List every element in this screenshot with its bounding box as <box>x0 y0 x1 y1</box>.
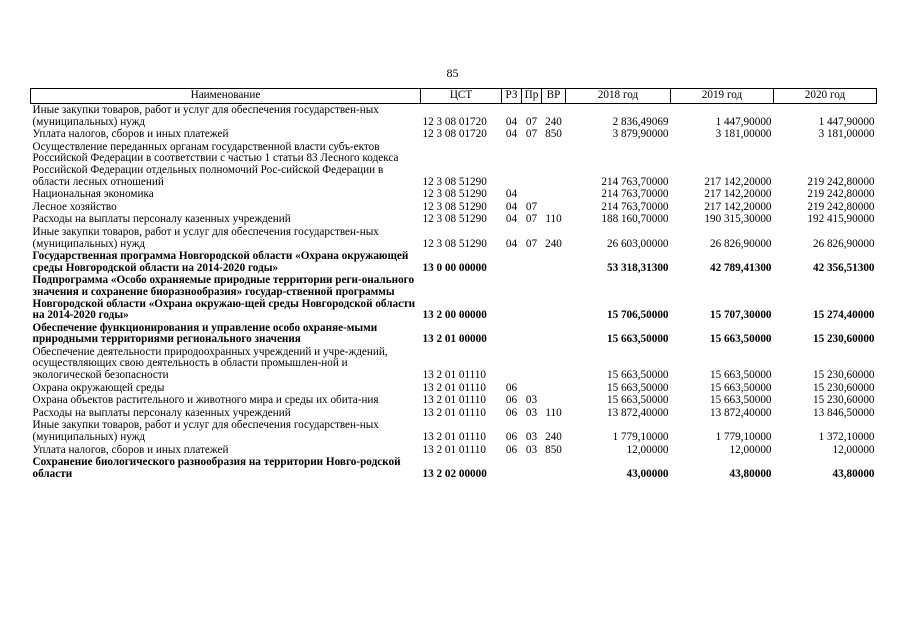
cell-2019: 12,00000 <box>729 443 772 456</box>
cell-rz: 04 <box>505 188 518 201</box>
cell-pr: 03 <box>525 394 538 407</box>
cell-pr <box>522 346 542 382</box>
cell-2020: 192 415,90000 <box>807 213 875 226</box>
cell-2019: 1 779,10000 <box>715 431 772 444</box>
cell-vr: 240 <box>545 237 562 250</box>
cell-cst: 13 2 00 00000 <box>422 309 487 322</box>
cell-pr: 03 <box>525 406 538 419</box>
cell-2018: 15 663,50000 <box>606 369 669 382</box>
cell-vr <box>542 394 566 407</box>
cell-vr: 110 <box>545 406 562 419</box>
cell-cst: 12 3 08 01720 <box>422 128 487 141</box>
table-row <box>31 226 877 250</box>
table-row <box>31 407 877 420</box>
cell-2020: 1 447,90000 <box>818 115 875 128</box>
cell-rz <box>502 456 522 480</box>
cell-2020: 219 242,80000 <box>807 188 875 201</box>
cell-2019: 15 663,50000 <box>709 381 772 394</box>
cell-pr: 07 <box>525 200 538 213</box>
cell-2018: 15 663,50000 <box>606 394 669 407</box>
cell-vr <box>542 201 566 214</box>
header-2020: 2020 год <box>774 89 877 104</box>
cell-vr <box>542 382 566 395</box>
cell-2020: 1 372,10000 <box>818 431 875 444</box>
header-2018: 2018 год <box>566 89 671 104</box>
cell-pr <box>522 456 542 480</box>
cell-cst: 13 2 01 01110 <box>422 369 486 382</box>
cell-name: Расходы на выплаты персоналу казенных учреждений <box>32 213 291 226</box>
table-row <box>31 394 877 407</box>
cell-vr <box>542 188 566 201</box>
cell-pr: 07 <box>525 115 538 128</box>
cell-name: Охрана окружающей среды <box>32 381 165 394</box>
cell-2018: 53 318,31300 <box>606 261 669 274</box>
cell-2019: 15 663,50000 <box>709 369 772 382</box>
cell-cst: 12 3 08 51290 <box>422 188 487 201</box>
header-cst: ЦСТ <box>421 89 502 104</box>
cell-vr <box>542 346 566 382</box>
cell-name: Уплата налогов, сборов и иных платежей <box>32 128 229 141</box>
cell-2020: 219 242,80000 <box>807 175 875 188</box>
cell-rz: 06 <box>505 431 518 444</box>
table-row <box>31 444 877 457</box>
cell-cst: 13 0 00 00000 <box>422 261 487 274</box>
cell-rz: 06 <box>505 406 518 419</box>
cell-2019: 1 447,90000 <box>715 115 772 128</box>
cell-cst: 13 2 01 01110 <box>422 381 486 394</box>
table-row <box>31 322 877 346</box>
cell-vr <box>542 322 566 346</box>
cell-vr: 850 <box>545 443 562 456</box>
cell-2019: 26 826,90000 <box>709 237 772 250</box>
cell-2019: 217 142,20000 <box>704 175 772 188</box>
cell-vr <box>542 456 566 480</box>
cell-2018: 214 763,70000 <box>601 200 669 213</box>
cell-cst: 12 3 08 51290 <box>422 175 487 188</box>
cell-2020: 12,00000 <box>832 443 875 456</box>
cell-rz: 04 <box>505 128 518 141</box>
cell-2019: 13 872,40000 <box>709 406 772 419</box>
header-pr: Пр <box>522 89 542 104</box>
cell-cst: 12 3 08 01720 <box>422 115 487 128</box>
table-row <box>31 346 877 382</box>
cell-cst: 13 2 02 00000 <box>422 467 487 480</box>
cell-rz: 06 <box>505 443 518 456</box>
cell-cst: 12 3 08 51290 <box>422 237 487 250</box>
cell-vr <box>542 274 566 321</box>
cell-rz <box>502 141 522 188</box>
cell-pr: 03 <box>525 443 538 456</box>
table-row <box>31 188 877 201</box>
cell-2019: 15 663,50000 <box>709 333 772 346</box>
cell-2020: 219 242,80000 <box>807 200 875 213</box>
cell-rz: 04 <box>505 115 518 128</box>
cell-2018: 214 763,70000 <box>601 188 669 201</box>
table-row <box>31 456 877 480</box>
cell-2019: 217 142,20000 <box>704 200 772 213</box>
cell-vr <box>542 250 566 274</box>
table-row <box>31 104 877 129</box>
cell-name: Обеспечение функционирования и управление особо охраняе-мыми природными территориями регионального значения <box>32 321 378 346</box>
budget-table <box>30 88 877 480</box>
table-row <box>31 419 877 443</box>
cell-2018: 13 872,40000 <box>606 406 669 419</box>
cell-2019: 15 663,50000 <box>709 394 772 407</box>
cell-name: Иные закупки товаров, работ и услуг для обеспечения государствен-ных (муниципальных) нужд <box>32 104 379 128</box>
cell-pr <box>522 250 542 274</box>
page-number: 85 <box>446 66 459 80</box>
table-row <box>31 201 877 214</box>
cell-name: Охрана объектов растительного и животного мира и среды их обита-ния <box>32 394 379 407</box>
cell-cst: 13 2 01 00000 <box>422 333 487 346</box>
cell-2018: 3 879,90000 <box>612 128 669 141</box>
cell-pr: 03 <box>525 431 538 444</box>
cell-2020: 3 181,00000 <box>818 128 875 141</box>
cell-pr <box>522 382 542 395</box>
cell-2020: 15 230,60000 <box>812 369 875 382</box>
cell-rz: 04 <box>505 213 518 226</box>
header-2019: 2019 год <box>671 89 774 104</box>
cell-2019: 43,80000 <box>729 467 772 480</box>
cell-2019: 15 707,30000 <box>709 309 772 322</box>
cell-rz: 04 <box>505 237 518 250</box>
cell-name: Лесное хозяйство <box>32 200 117 213</box>
cell-pr <box>522 322 542 346</box>
cell-2018: 188 160,70000 <box>601 213 669 226</box>
cell-2020: 13 846,50000 <box>812 406 875 419</box>
cell-pr <box>522 274 542 321</box>
cell-2018: 214 763,70000 <box>601 175 669 188</box>
cell-rz: 06 <box>505 381 518 394</box>
cell-pr: 07 <box>525 213 538 226</box>
cell-2019: 190 315,30000 <box>704 213 772 226</box>
cell-rz <box>502 322 522 346</box>
cell-cst: 13 2 01 01110 <box>422 394 486 407</box>
cell-2020: 15 230,60000 <box>812 394 875 407</box>
cell-rz <box>502 274 522 321</box>
header-vr: ВР <box>542 89 566 104</box>
cell-cst: 12 3 08 51290 <box>422 200 487 213</box>
cell-rz <box>502 250 522 274</box>
cell-cst: 13 2 01 01110 <box>422 443 486 456</box>
cell-name: Сохранение биологического разнообразия на территории Новго-родской области <box>32 456 401 480</box>
cell-2020: 26 826,90000 <box>812 237 875 250</box>
cell-rz <box>502 346 522 382</box>
table-row <box>31 141 877 188</box>
cell-2019: 3 181,00000 <box>715 128 772 141</box>
cell-2018: 15 706,50000 <box>606 309 669 322</box>
cell-2018: 26 603,00000 <box>606 237 669 250</box>
cell-cst: 13 2 01 01110 <box>422 406 486 419</box>
cell-2018: 15 663,50000 <box>606 333 669 346</box>
cell-name: Государственная программа Новгородской области «Охрана окружающей среды Новгородской области на 2014-2020 годы» <box>32 250 409 274</box>
cell-vr: 850 <box>545 128 562 141</box>
cell-name: Уплата налогов, сборов и иных платежей <box>32 443 229 456</box>
cell-2020: 15 230,60000 <box>812 333 875 346</box>
cell-name: Подпрограмма «Особо охраняемые природные территории реги-онального значения и сохранение биоразнообразия» государ-ственной программы Новгородской области «Охрана окружаю-щей среды Новгородской области на 2014-2020 годы» <box>32 274 416 322</box>
cell-2020: 15 274,40000 <box>812 309 875 322</box>
cell-2018: 1 779,10000 <box>612 431 669 444</box>
cell-2020: 43,80000 <box>832 467 875 480</box>
table-row <box>31 250 877 274</box>
cell-2020: 15 230,60000 <box>812 381 875 394</box>
cell-name: Иные закупки товаров, работ и услуг для обеспечения государствен-ных (муниципальных) нужд <box>32 419 379 444</box>
cell-2018: 43,00000 <box>626 467 669 480</box>
cell-2020: 42 356,51300 <box>812 261 875 274</box>
cell-name: Национальная экономика <box>32 188 154 201</box>
cell-2018: 2 836,49069 <box>612 115 669 128</box>
cell-vr: 110 <box>545 213 562 226</box>
cell-vr <box>542 141 566 188</box>
table-header-row <box>31 89 877 104</box>
table-row <box>31 382 877 395</box>
header-name: Наименование <box>31 89 421 104</box>
header-rz: РЗ <box>502 89 522 104</box>
cell-2019: 42 789,41300 <box>709 261 772 274</box>
cell-pr: 07 <box>525 237 538 250</box>
cell-cst: 13 2 01 01110 <box>422 431 486 444</box>
cell-name: Осуществление переданных органам государственной власти субъ-ектов Российской Федерации в соответствии с частью 1 статьи 83 Лесного кодекса Российской Федерации отдельных полномочий Рос-сийской Федерации в области лесных отношений <box>32 140 399 188</box>
cell-2018: 15 663,50000 <box>606 381 669 394</box>
cell-cst: 12 3 08 51290 <box>422 213 487 226</box>
cell-name: Расходы на выплаты персоналу казенных учреждений <box>32 406 291 419</box>
cell-pr <box>522 141 542 188</box>
cell-2019: 217 142,20000 <box>704 188 772 201</box>
cell-pr: 07 <box>525 128 538 141</box>
cell-pr <box>522 188 542 201</box>
cell-vr: 240 <box>545 431 562 444</box>
cell-rz: 04 <box>505 200 518 213</box>
table-row <box>31 274 877 321</box>
cell-2018: 12,00000 <box>626 443 669 456</box>
table-body <box>31 104 877 481</box>
table-row <box>31 128 877 141</box>
cell-name: Обеспечение деятельности природоохранных учреждений и учре-ждений, осуществляющих свою деятельность в области промышлен-ной и экологической безопасности <box>32 345 388 382</box>
cell-rz: 06 <box>505 394 518 407</box>
cell-vr: 240 <box>545 115 562 128</box>
table-row <box>31 213 877 226</box>
cell-name: Иные закупки товаров, работ и услуг для обеспечения государствен-ных (муниципальных) нужд <box>32 225 379 250</box>
